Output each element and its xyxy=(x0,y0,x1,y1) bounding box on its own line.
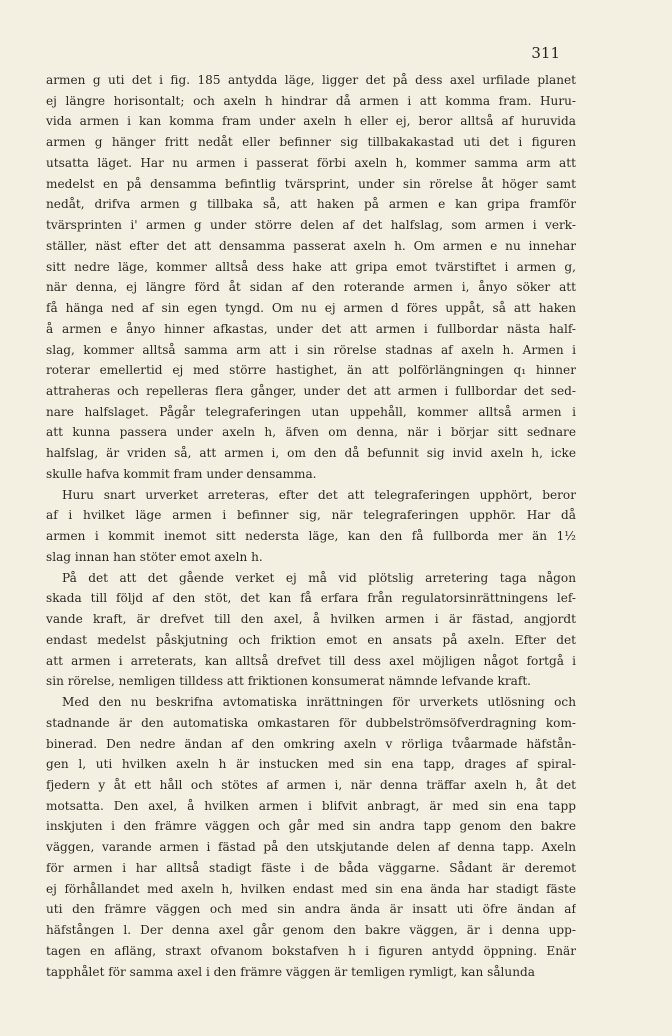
text-line: halfslag, är vriden så, att armen i, om den då befunnit sig invid axeln h, icke xyxy=(46,446,576,461)
text-line: sin rörelse, nemligen tilldess att friktionen konsumerat nämnde lefvande kraft. xyxy=(46,674,532,689)
text-line: för armen i har alltså stadigt fäste i de båda väggarne. Sådant är deremot xyxy=(46,860,576,875)
text-line: å armen e ånyo hinner afkastas, under det att armen i fullbordar nästa half- xyxy=(46,321,576,336)
text-line: stadnande är den automatiska omkastaren för dubbelströmsöfverdragning kom- xyxy=(46,715,576,730)
text-line: tvärsprinten i' armen g under större delen af det halfslag, som armen i verk- xyxy=(46,218,576,233)
text-line: ej förhållandet med axeln h, hvilken endast med sin ena ända har stadigt fäste xyxy=(46,881,576,896)
text-line: uti den främre väggen och med sin andra ända är insatt uti öfre ändan af xyxy=(46,902,576,917)
text-line: armen g uti det i fig. 185 antydda läge, ligger det på dess axel urfilade planet xyxy=(46,73,576,87)
text-line: att armen i arreterats, kan alltså drefvet till dess axel möjligen något fortgå i xyxy=(46,653,576,668)
text-line: Huru snart urverket arreteras, efter det att telegraferingen upphört, beror xyxy=(62,487,576,502)
text-line: af i hvilket läge armen i befinner sig, när telegraferingen upphör. Har då xyxy=(46,508,576,523)
text-line: slag, kommer alltså samma arm att i sin rörelse stadnas af axeln h. Armen i xyxy=(46,342,576,357)
text-line: armen g hänger fritt nedåt eller befinner sig tillbakakastad uti det i figuren xyxy=(46,135,576,150)
text-line: vida armen i kan komma fram under axeln h eller ej, beror alltså af huruvida xyxy=(46,114,576,129)
text-line: fjedern y åt ett håll och stötes af armen i, när denna träffar axeln h, åt det xyxy=(46,777,576,792)
text-line: tagen en afläng, straxt ofvanom bokstafven h i figuren antydd öppning. Enär xyxy=(46,943,576,958)
text-line: På det att det gående verket ej må vid plötslig arretering taga någon xyxy=(62,570,576,585)
text-line: vande kraft, är drefvet till den axel, å hvilken armen i är fästad, angjordt xyxy=(46,612,576,627)
text-line: inskjuten i den främre väggen och går med sin andra tapp genom den bakre xyxy=(46,819,576,834)
text-line: tapphålet för samma axel i den främre väggen är temligen rymligt, kan sålunda xyxy=(46,964,535,979)
text-line: motsatta. Den axel, å hvilken armen i blifvit anbragt, är med sin ena tapp xyxy=(46,798,576,813)
text-line: endast medelst påskjutning och friktion emot en ansats på axeln. Efter det xyxy=(46,632,576,647)
text-line: att kunna passera under axeln h, äfven om denna, när i börjar sitt sednare xyxy=(46,425,576,440)
text-line: slag innan han stöter emot axeln h. xyxy=(46,549,263,564)
page-number: 311 xyxy=(531,44,560,62)
text-line: häfstången l. Der denna axel går genom den bakre väggen, är i denna upp- xyxy=(46,923,576,938)
text-line: nedåt, drifva armen g tillbaka så, att haken på armen e kan gripa framför xyxy=(46,197,576,212)
text-line: roterar emellertid ej med större hastighet, än att polförlängningen q₁ hinner xyxy=(46,363,576,378)
text-line: armen i kommit inemot sitt nedersta läge, kan den få fullborda mer än 1½ xyxy=(46,529,576,544)
text-line: gen l, uti hvilken axeln h är instucken med sin ena tapp, drages af spiral- xyxy=(46,757,576,772)
text-line: väggen, varande armen i fästad på den utskjutande delen af denna tapp. Axeln xyxy=(46,840,576,855)
text-line: attraheras och repelleras flera gånger, under det att armen i fullbordar det sed- xyxy=(46,384,576,399)
text-line: ej längre horisontalt; och axeln h hindrar då armen i att komma fram. Huru- xyxy=(46,93,576,108)
text-line: sitt nedre läge, kommer alltså dess hake att gripa emot tvärstiftet i armen g, xyxy=(46,259,576,274)
text-line: skada till följd af den stöt, det kan få erfara från regulatorsinrättningens lef- xyxy=(46,591,576,606)
text-line: när denna, ej längre förd åt sidan af den roterande armen i, ånyo söker att xyxy=(46,280,576,295)
text-line: få hänga ned af sin egen tyngd. Om nu ej armen d föres uppåt, så att haken xyxy=(46,301,576,316)
text-line: nare halfslaget. Pågår telegraferingen utan uppehåll, kommer alltså armen i xyxy=(46,404,576,419)
text-line: Med den nu beskrifna avtomatiska inrättningen för urverkets utlösning och xyxy=(62,695,576,710)
text-line: binerad. Den nedre ändan af den omkring axeln v rörliga tvåarmade häfstån- xyxy=(46,736,576,751)
text-line: ställer, näst efter det att densamma passerat axeln h. Om armen e nu innehar xyxy=(46,238,576,253)
text-line: skulle hafva kommit fram under densamma. xyxy=(46,466,317,481)
body-text xyxy=(46,70,576,982)
text-line: medelst en på densamma befintlig tvärsprint, under sin rörelse åt höger samt xyxy=(46,176,576,191)
text-line: utsatta läget. Har nu armen i passerat förbi axeln h, kommer samma arm att xyxy=(46,155,576,170)
